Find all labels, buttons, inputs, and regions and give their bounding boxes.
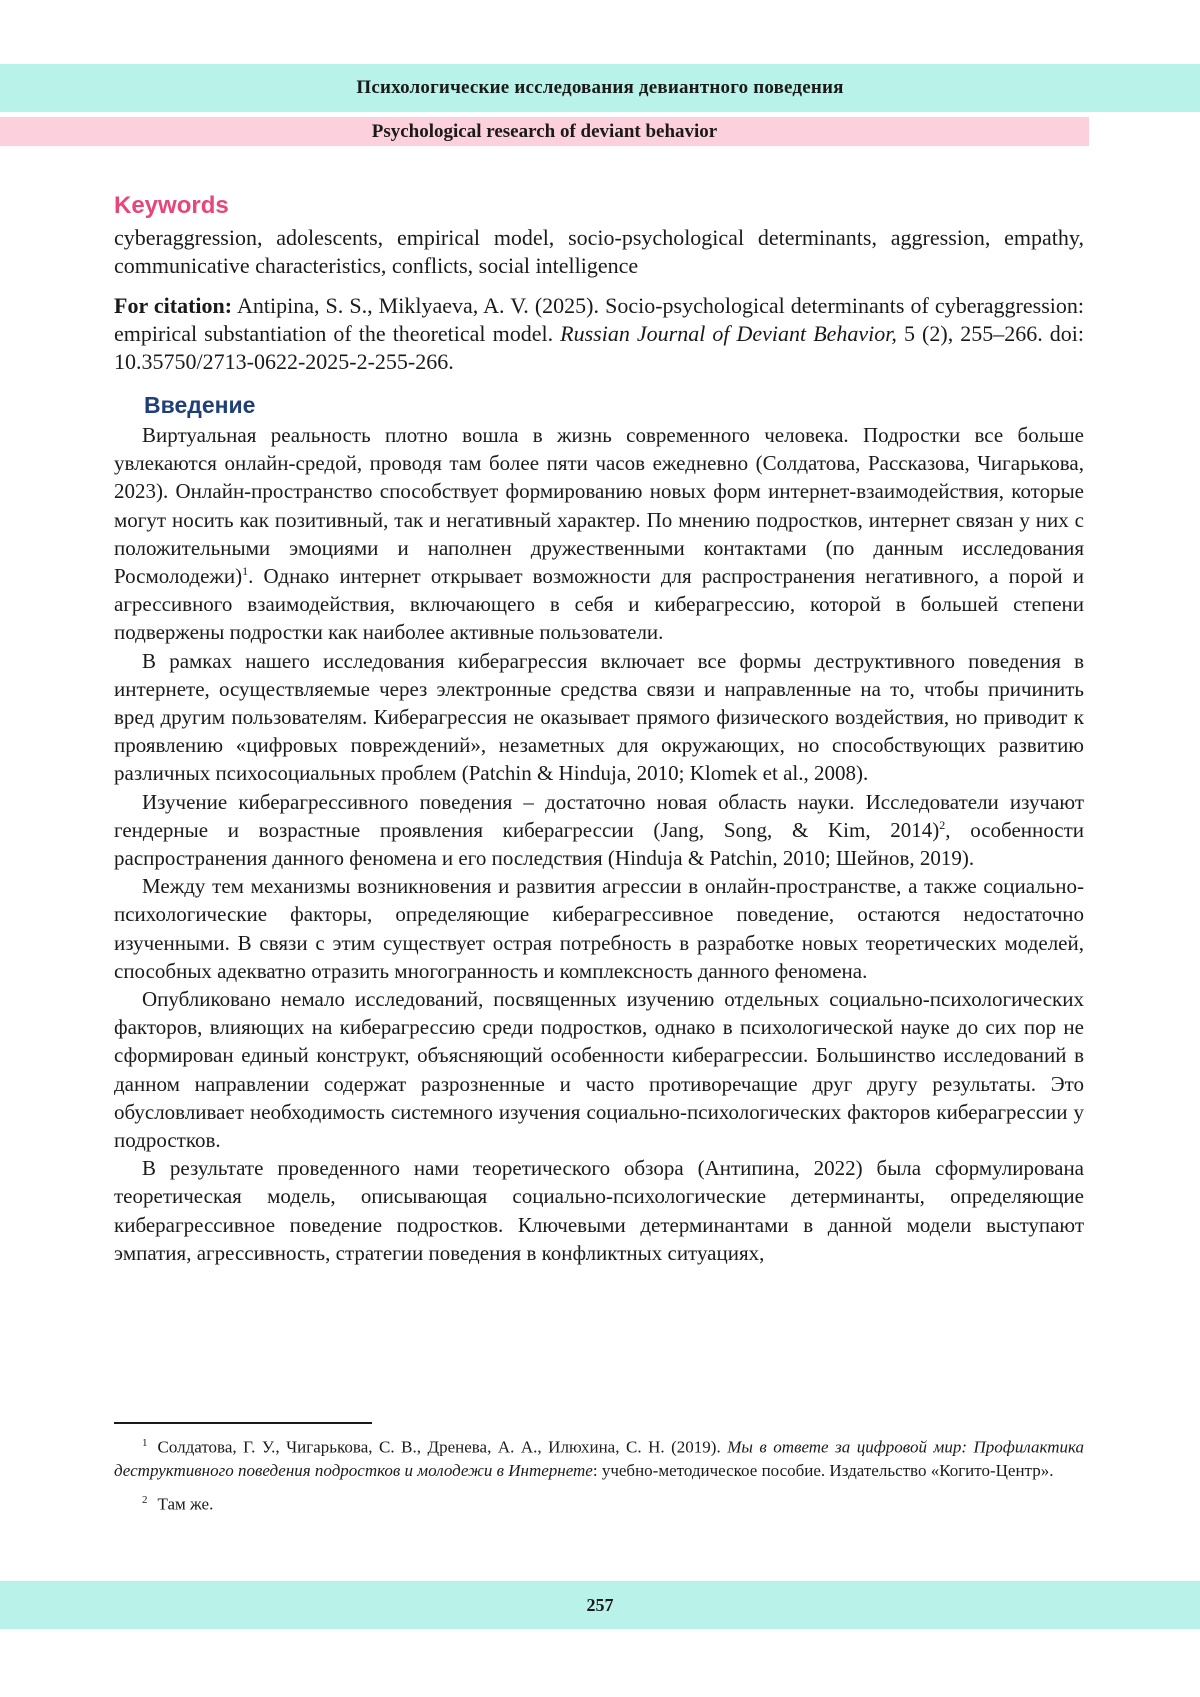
citation-label: For citation: <box>114 293 233 318</box>
paragraph-1-a: Виртуальная реальность плотно вошла в жизнь современного человека. Подростки все больше увлекаются онлайн-средой, проводя там более пяти часов ежедневно (Солдатова, Рассказова, Чигарькова, 2023). Онлайн-пространство способствует формированию новых форм интернет-взаимодействия, которые могут носить как позитивный, так и негативный характер. По мнению подростков, интернет связан у них с положительными эмоциями и наполнен дружественными контактами (по данным исследования Росмолодежи) <box>114 423 1084 589</box>
page-footer <box>0 1581 1200 1629</box>
section-heading-intro: Введение <box>144 392 256 418</box>
paragraph-6: В результате проведенного нами теоретического обзора (Антипина, 2022) была сформулирована теоретическая модель, описывающая социально-психологические детерминанты, определяющие киберагрессивное поведение подростков. Ключевыми детерминантами в данной модели выступают эмпатия, агрессивность, стратегии поведения в конфликтных ситуациях, <box>114 1156 1084 1265</box>
paragraph-2: В рамках нашего исследования киберагрессия включает все формы деструктивного поведения в интернете, осуществляемые через электронные средства связи и направленные на то, чтобы причинить вред другим пользователям. Киберагрессия не оказывает прямого физического воздействия, но приводит к проявлению «цифровых повреждений», незаметных для окружающих, но способствующих развитию различных психосоциальных проблем (Patchin & Hinduja, 2010; Klomek et al., 2008). <box>114 648 1084 786</box>
running-header-ru <box>0 64 1200 112</box>
footnote-2-number: 2 <box>142 1493 148 1506</box>
running-header-en <box>0 117 1089 146</box>
page-number: 257 <box>586 1594 614 1615</box>
paragraph-1-b: . Однако интернет открывает возможности для распространения негативного, а порой и агрессивного взаимодействия, включающего в себя и киберагрессию, которой в большей степени подвержены подростки как наиболее активные пользователи. <box>114 564 1084 645</box>
citation-details: 5 (2), 255–266. doi: 10.35750/2713-0622-2025-2-255-266. <box>114 321 1085 374</box>
footnote-divider <box>114 1422 372 1424</box>
footnote-1-title: Мы в ответе за цифровой мир: Профилактика деструктивного поведения подростков и молодежи в Интернете <box>114 1437 1084 1480</box>
paragraph-3-b: , особенности распространения данного феномена и его последствия (Hinduja & Patchin, 2010; Шейнов, 2019). <box>114 817 1085 871</box>
keywords-heading: Keywords <box>114 192 229 219</box>
running-header-ru-text: Психологические исследования девиантного поведения <box>356 77 844 98</box>
article-body <box>114 192 1084 1267</box>
footnote-1 <box>114 1432 1084 1482</box>
footnote-2 <box>114 1489 1084 1516</box>
footnote-1-rest: : учебно-методическое пособие. Издательство «Когито-Центр». <box>592 1460 1054 1480</box>
footnote-1-authors: Солдатова, Г. У., Чигарькова, С. В., Дренева, А. А., Илюхина, С. Н. (2019). <box>157 1437 721 1457</box>
paragraph-3 <box>114 788 1084 873</box>
citation-block <box>114 292 1084 376</box>
paragraph-5: Опубликовано немало исследований, посвященных изучению отдельных социально-психологических факторов, влияющих на киберагрессию среди подростков, однако в психологической науке до сих пор не сформирован единый конструкт, объясняющий особенности киберагрессии. Большинство исследований в данном направлении содержат разрозненные и часто противоречащие друг другу результаты. Это обусловливает необходимость системного изучения социально-психологических факторов киберагрессии у подростков. <box>114 987 1084 1153</box>
footnotes <box>114 1428 1084 1515</box>
footnote-1-number: 1 <box>142 1437 148 1449</box>
citation-journal: Russian Journal of Deviant Behavior, <box>560 321 897 346</box>
paragraph-1 <box>114 421 1084 647</box>
keywords-text: cyberaggression, adolescents, empirical model, socio-psychological determinants, aggression, empathy, communicative characteristics, conflicts, social intelligence <box>114 225 1084 278</box>
footnote-ref-2[interactable]: 2 <box>939 817 946 832</box>
footnote-2-text: Там же. <box>157 1494 214 1514</box>
citation-text: Antipina, S. S., Miklyaeva, A. V. (2025). Socio-psychological determinants of cyberaggression: empirical substantiation of the theoretical model. <box>114 293 1084 346</box>
paragraph-3-a: Изучение киберагрессивного поведения – достаточно новая область науки. Исследователи изучают гендерные и возрастные проявления киберагрессии (Jang, Song, & Kim, 2014) <box>114 789 1084 842</box>
running-header-en-text: Psychological research of deviant behavior <box>371 120 718 142</box>
paragraph-4: Между тем механизмы возникновения и развития агрессии в онлайн-пространстве, а также социально-психологические факторы, определяющие киберагрессивное поведение, остаются недостаточно изученными. В связи с этим существует острая потребность в разработке новых теоретических моделей, способных адекватно отразить многогранность и комплексность данного феномена. <box>114 874 1084 983</box>
footnote-ref-1[interactable]: 1 <box>242 564 249 579</box>
